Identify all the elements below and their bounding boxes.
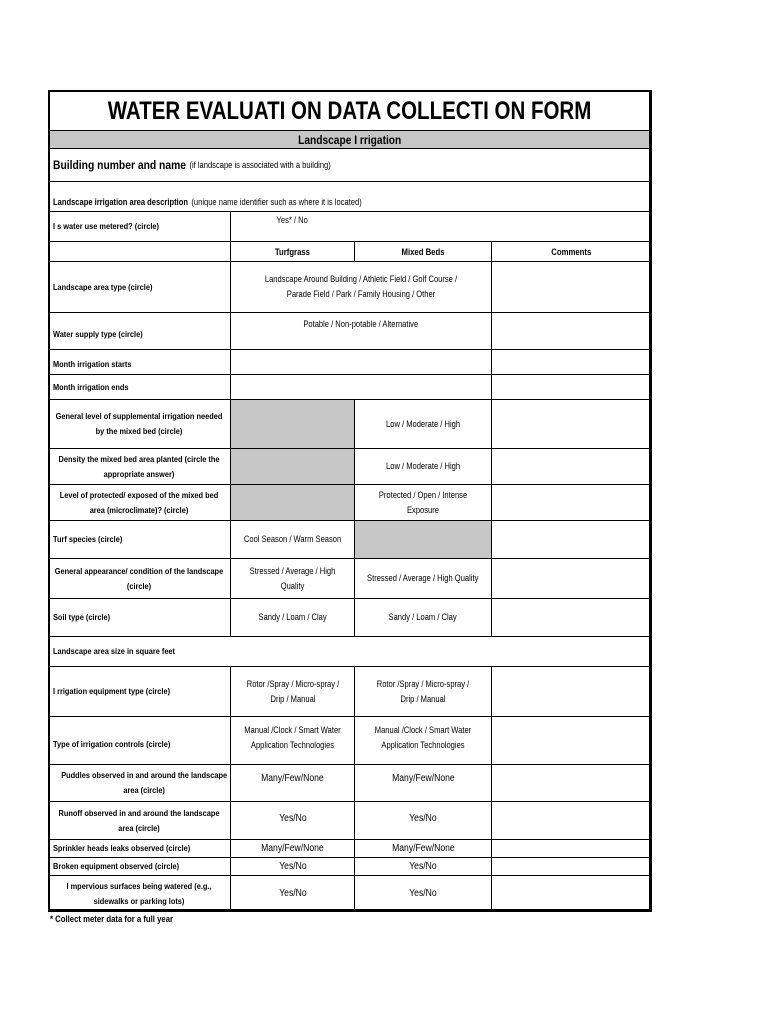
appearance-mixed-value: Stressed / Average / High Quality <box>367 573 479 583</box>
puddles-row <box>50 764 649 801</box>
mixed-beds-header: Mixed Beds <box>401 246 445 257</box>
runoff-turf-value: Yes/No <box>278 813 307 824</box>
metered-row <box>50 211 649 241</box>
area-type-label: Landscape area type (circle) <box>53 281 153 292</box>
sprinkler-label: Sprinkler heads leaks observed (circle) <box>53 843 191 853</box>
controls-turf-value: Manual /Clock / Smart Water Application Technologies <box>244 725 341 750</box>
density-label: Density the mixed bed area planted (circle the appropriate answer) <box>58 453 220 479</box>
month-end-row <box>50 374 649 399</box>
comments-header: Comments <box>551 246 592 257</box>
impervious-mixed-value: Yes/No <box>409 888 437 899</box>
soil-mixed-value: Sandy / Loam / Clay <box>388 612 458 622</box>
water-supply-label: Water supply type (circle) <box>53 328 143 339</box>
building-row <box>50 148 649 181</box>
metered-label: I s water use metered? (circle) <box>53 221 159 231</box>
broken-mixed-value: Yes/No <box>409 861 437 872</box>
sprinkler-turf-value: Many/Few/None <box>261 843 324 854</box>
size-label: Landscape area size in square feet <box>53 646 176 656</box>
supplemental-row <box>50 399 649 448</box>
impervious-row <box>50 875 649 911</box>
supplemental-mixed-value: Low / Moderate / High <box>385 418 461 429</box>
soil-label: Soil type (circle) <box>53 612 111 622</box>
puddles-turf-value: Many/Few/None <box>261 773 324 784</box>
area-description-row <box>50 181 649 211</box>
month-end-label: Month irrigation ends <box>53 381 129 392</box>
area-type-row <box>50 261 649 312</box>
metered-value: Yes* / No <box>276 215 309 225</box>
equipment-row <box>50 666 649 716</box>
area-description-label: Landscape irrigation area description <box>53 196 188 207</box>
appearance-turf-value: Stressed / Average / High Quality <box>249 565 336 591</box>
soil-turf-value: Sandy / Loam / Clay <box>258 612 327 622</box>
appearance-label: General appearance/ condition of the landscape (circle) <box>54 565 224 591</box>
soil-row <box>50 598 649 636</box>
sprinkler-mixed-value: Many/Few/None <box>391 843 455 854</box>
impervious-label: I mpervious surfaces being watered (e.g., sidewalks or parking lots) <box>66 880 212 906</box>
area-type-value: Landscape Around Building / Athletic Field / Golf Course / Parade Field / Park / Family Housing / Other <box>264 274 458 299</box>
density-row <box>50 448 649 484</box>
broken-row <box>50 857 649 875</box>
equipment-mixed-value: Rotor /Spray / Micro-spray / Drip / Manual <box>376 678 470 704</box>
puddles-label: Puddles observed in and around the landscape area (circle) <box>61 770 228 795</box>
water-supply-row <box>50 312 649 349</box>
turf-species-value: Cool Season / Warm Season <box>243 534 342 544</box>
density-mixed-value: Low / Moderate / High <box>385 461 461 471</box>
protected-row <box>50 484 649 520</box>
broken-label: Broken equipment observed (circle) <box>53 861 180 871</box>
controls-label: Type of irrigation controls (circle) <box>53 739 171 749</box>
supplemental-label: General level of supplemental irrigation needed by the mixed bed (circle) <box>55 411 223 436</box>
turf-species-label: Turf species (circle) <box>53 534 123 544</box>
protected-label: Level of protected/ exposed of the mixed bed area (microclimate)? (circle) <box>59 489 219 515</box>
water-supply-value: Potable / Non-potable / Alternative <box>303 319 419 329</box>
form-title: WATER EVALUATI ON DATA COLLECTI ON FORM <box>107 96 592 125</box>
month-start-row <box>50 349 649 374</box>
turfgrass-header: Turfgrass <box>274 246 311 257</box>
protected-mixed-value: Protected / Open / Intense Exposure <box>378 489 468 515</box>
sprinkler-row <box>50 839 649 857</box>
building-note: (if landscape is associated with a building) <box>189 160 331 170</box>
water-evaluation-form <box>48 90 652 912</box>
equipment-label: I rrigation equipment type (circle) <box>53 686 171 696</box>
controls-mixed-value: Manual /Clock / Smart Water Application Technologies <box>374 725 472 750</box>
puddles-mixed-value: Many/Few/None <box>391 773 455 784</box>
appearance-row <box>50 558 649 598</box>
impervious-turf-value: Yes/No <box>278 888 307 899</box>
section-subtitle: Landscape I rrigation <box>50 130 649 148</box>
controls-row <box>50 716 649 764</box>
column-header-row <box>50 241 649 261</box>
month-start-label: Month irrigation starts <box>53 358 132 369</box>
footnote: * Collect meter data for a full year <box>50 914 174 924</box>
runoff-mixed-value: Yes/No <box>409 813 437 824</box>
area-description-note: (unique name identifier such as where it is located) <box>191 196 362 207</box>
size-row <box>50 636 649 666</box>
equipment-turf-value: Rotor /Spray / Micro-spray / Drip / Manual <box>246 678 339 704</box>
runoff-row <box>50 801 649 839</box>
runoff-label: Runoff observed in and around the landscape area (circle) <box>58 807 220 833</box>
building-label: Building number and name <box>53 158 187 172</box>
broken-turf-value: Yes/No <box>278 861 307 872</box>
turf-species-row <box>50 520 649 558</box>
